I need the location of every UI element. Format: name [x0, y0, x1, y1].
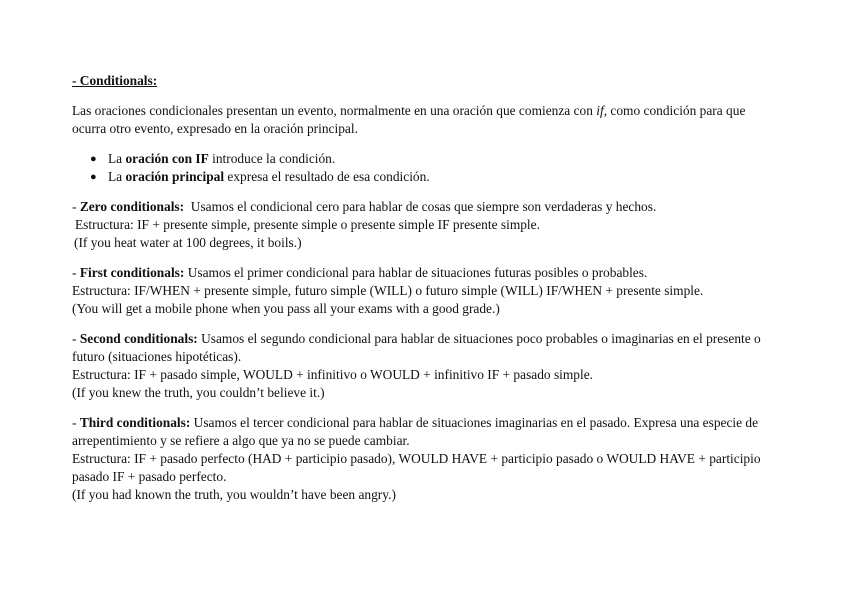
section-example: (If you heat water at 100 degrees, it boils.) [74, 235, 302, 250]
section-text: Usamos el primer condicional para hablar de situaciones futuras posibles o probables. [184, 265, 648, 280]
section-third-conditionals [72, 414, 780, 504]
section-structure: Estructura: IF + presente simple, presente simple o presente simple IF presente simple. [75, 217, 540, 232]
section-structure: Estructura: IF/WHEN + presente simple, futuro simple (WILL) o futuro simple (WILL) IF/WHEN + presente simple. [72, 283, 704, 298]
intro-paragraph [72, 102, 780, 138]
section-example: (If you had known the truth, you wouldn’t have been angry.) [72, 487, 396, 502]
intro-if-word: if [596, 103, 604, 118]
bullet-rest: expresa el resultado de esa condición. [224, 169, 430, 184]
section-dash: - [72, 265, 80, 280]
bullet-icon: ● [90, 153, 97, 165]
list-item [72, 168, 780, 186]
section-heading: First conditionals: [79, 265, 185, 280]
section-dash: - [72, 415, 80, 430]
section-second-conditionals [72, 330, 780, 402]
section-example: (If you knew the truth, you couldn’t believe it.) [72, 385, 325, 400]
section-intro [72, 330, 780, 366]
section-text: Usamos el tercer condicional para hablar de situaciones imaginarias en el pasado. Expresa una especie de arrepentimiento y se refiere a algo que ya no se puede cambiar. [72, 415, 759, 448]
list-item [72, 150, 780, 168]
section-heading: Zero conditionals: [79, 199, 185, 214]
bullet-prefix: La [108, 151, 126, 166]
section-zero-conditionals [72, 198, 780, 252]
bullet-bold: oración con IF [125, 151, 209, 166]
section-heading: Third conditionals: [79, 415, 191, 430]
intro-text-after: , como condición para que ocurra otro evento, expresado en la oración principal. [72, 103, 746, 136]
bullet-icon: ● [90, 171, 97, 183]
page-title: - Conditionals: [72, 73, 158, 88]
section-first-conditionals [72, 264, 780, 318]
bullet-prefix: La [108, 169, 126, 184]
section-structure: Estructura: IF + pasado simple, WOULD + infinitivo o WOULD + infinitivo IF + pasado simple. [72, 367, 594, 382]
section-dash: - [72, 199, 80, 214]
section-heading: Second conditionals: [79, 331, 198, 346]
bullet-rest: introduce la condición. [208, 151, 336, 166]
section-example: (You will get a mobile phone when you pass all your exams with a good grade.) [72, 301, 500, 316]
section-intro [72, 264, 780, 282]
section-intro [72, 414, 780, 450]
section-structure: Estructura: IF + pasado perfecto (HAD + participio pasado), WOULD HAVE + participio pasado o WOULD HAVE + participio pasado IF + pasado perfecto. [72, 451, 761, 484]
intro-text-before: Las oraciones condicionales presentan un evento, normalmente en una oración que comienza con [72, 103, 597, 118]
bullet-list [72, 150, 780, 186]
bullet-bold: oración principal [125, 169, 225, 184]
section-dash: - [72, 331, 80, 346]
document-content [72, 72, 780, 516]
section-text: Usamos el condicional cero para hablar de cosas que siempre son verdaderas y hechos. [184, 199, 657, 214]
section-text: Usamos el segundo condicional para hablar de situaciones poco probables o imaginarias en el presente o futuro (situaciones hipotéticas). [72, 331, 761, 364]
section-intro [72, 198, 780, 216]
